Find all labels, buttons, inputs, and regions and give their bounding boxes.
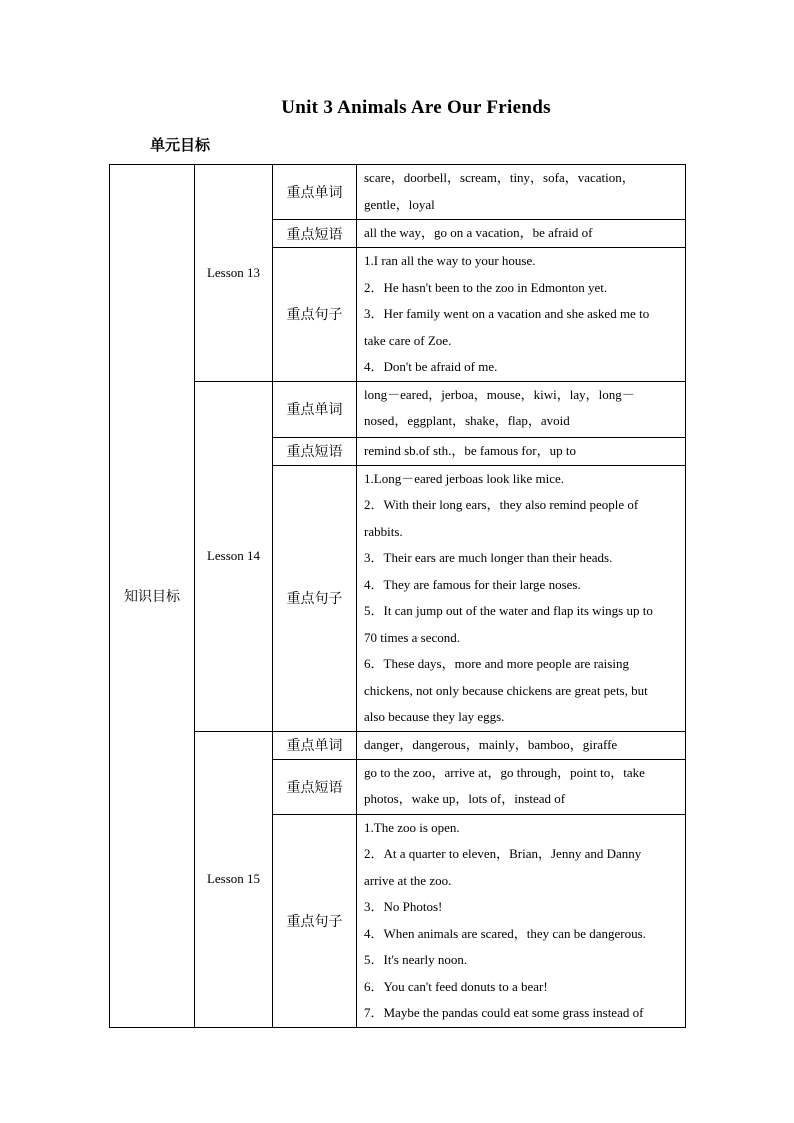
sentence-line: 1.The zoo is open. [364,819,460,835]
phrases-cell [357,437,686,465]
sentence-line: 4．When animals are scared，they can be dangerous. [364,925,646,941]
words-line: nosed，eggplant，shake，flap，avoid [364,413,570,428]
sentence-line: 5．It's nearly noon. [364,952,468,967]
sentence-line: 70 times a second. [364,629,461,645]
sentence-line: 4．Don't be afraid of me. [364,359,498,374]
words-line: gentle，loyal [364,196,435,212]
sentence-line: rabbits. [364,523,403,539]
phrases-cell [357,220,686,248]
phrases-label: 重点短语 [273,220,357,248]
goals-table [109,164,686,1028]
category-cell: 知识目标 [110,165,195,1028]
sentence-line: 2．He hasn't been to the zoo in Edmonton yet. [364,279,608,295]
sentence-line: chickens, not only because chickens are great pets, but [364,682,648,698]
phrases-line: go to the zoo，arrive at，go through，point to，take [364,764,645,780]
words-cell [357,731,686,759]
sentence-line: take care of Zoe. [364,332,452,348]
words-line: long－eared，jerboa，mouse，kiwi，lay，long－ [364,386,635,402]
phrases-line: all the way，go on a vacation，be afraid of [364,225,593,240]
sentence-line: 3．Their ears are much longer than their heads. [364,550,613,565]
sentence-line: also because they lay eggs. [364,709,505,724]
words-label: 重点单词 [273,381,357,437]
sentence-line: 4．They are famous for their large noses. [364,576,581,592]
phrases-line: remind sb.of sth.，be famous for，up to [364,442,576,458]
lesson-name: Lesson 15 [195,731,273,1027]
section-heading: 单元目标 [150,136,211,154]
sentence-line: 5．It can jump out of the water and flap its wings up to [364,603,653,618]
sentence-line: 6．These days，more and more people are raising [364,656,629,671]
words-label: 重点单词 [273,731,357,759]
words-cell [357,381,686,437]
words-cell [357,165,686,220]
sentences-label: 重点句子 [273,814,357,1027]
phrases-cell [357,759,686,814]
phrases-line: photos，wake up，lots of，instead of [364,791,566,806]
sentence-line: 2．With their long ears，they also remind people of [364,497,639,512]
sentence-line: 1.Long－eared jerboas look like mice. [364,470,564,486]
phrases-label: 重点短语 [273,437,357,465]
sentence-line: 6．You can't feed donuts to a bear! [364,978,548,994]
sentence-line: 2．At a quarter to eleven，Brian，Jenny and Danny [364,846,642,861]
phrases-label: 重点短语 [273,759,357,814]
sentence-line: 3．No Photos! [364,899,443,914]
words-line: scare，doorbell，scream，tiny，sofa，vacation， [364,170,635,185]
sentences-cell [357,465,686,731]
words-label: 重点单词 [273,165,357,220]
sentences-label: 重点句子 [273,465,357,731]
words-line: danger，dangerous，mainly，bamboo，giraffe [364,736,618,752]
sentences-cell [357,248,686,382]
sentence-line: 7．Maybe the pandas could eat some grass instead of [364,1005,644,1020]
sentence-line: 3．Her family went on a vacation and she asked me to [364,306,650,321]
lesson-name: Lesson 13 [195,165,273,382]
sentences-label: 重点句子 [273,248,357,382]
sentence-line: 1.I ran all the way to your house. [364,253,536,268]
sentences-cell [357,814,686,1027]
sentence-line: arrive at the zoo. [364,872,452,888]
page-title: Unit 3 Animals Are Our Friends [281,97,551,118]
lesson-name: Lesson 14 [195,381,273,731]
